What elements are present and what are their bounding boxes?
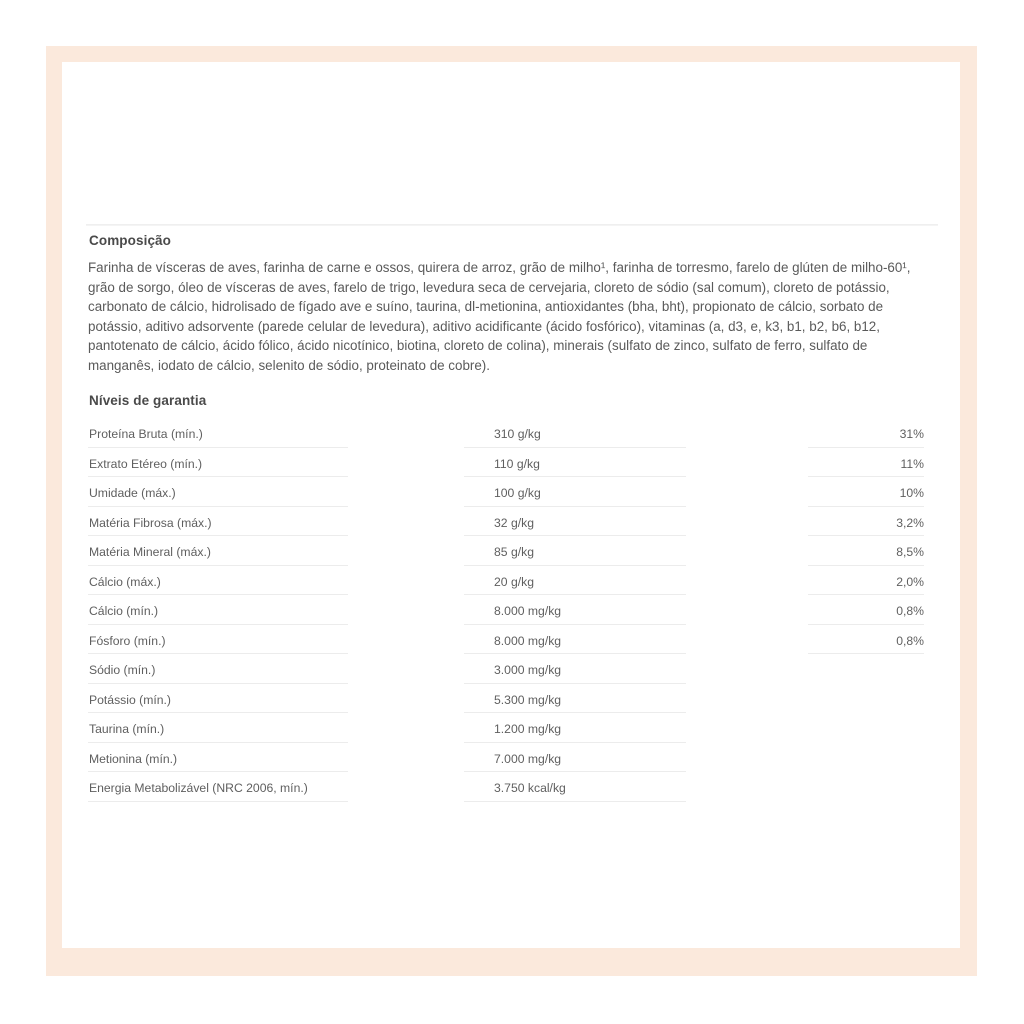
nutrient-name: Energia Metabolizável (NRC 2006, mín.) [89, 781, 308, 795]
table-row [88, 536, 924, 566]
section-divider [86, 224, 938, 226]
nutrient-value: 3.750 kcal/kg [494, 781, 566, 795]
nutrient-value: 85 g/kg [494, 545, 534, 559]
composition-text: Farinha de vísceras de aves, farinha de carne e ossos, quirera de arroz, grão de milho¹, farinha de torresmo, farelo de glúten de milho-60¹, grão de sorgo, óleo de vísceras de aves, farelo de trigo, levedura seca de cervejaria, cloreto de sódio (sal comum), cloreto de potássio, carbonato de cálcio, hidrolisado de fígado ave e suíno, taurina, dl-metionina, antioxidantes (bha, bht), propionato de cálcio, sorbato de potássio, aditivo adsorvente (parede celular de levedura), aditivo acidificante (ácido fosfórico), vitaminas (a, d3, e, k3, b1, b2, b6, b12, pantotenato de cálcio, ácido fólico, ácido nicotínico, biotina, cloreto de colina), minerais (sulfato de zinco, sulfato de ferro, sulfato de manganês, iodato de cálcio, selenito de sódio, proteinato de cobre). [88, 260, 911, 373]
nutrient-value: 310 g/kg [494, 427, 541, 441]
nutrient-name: Matéria Fibrosa (máx.) [89, 515, 212, 530]
guarantee-levels-title: Níveis de garantia [89, 393, 207, 408]
table-row [88, 743, 924, 773]
nutrient-name: Metionina (mín.) [89, 751, 178, 766]
nutrient-name: Fósforo (mín.) [89, 633, 166, 648]
nutrient-percent: 2,0% [896, 574, 924, 589]
table-row [88, 448, 924, 478]
row-divider [88, 801, 348, 802]
nutrient-percent: 0,8% [896, 604, 924, 618]
nutrient-name: Cálcio (mín.) [89, 604, 159, 618]
table-row [88, 684, 924, 714]
nutrient-percent: 10% [899, 486, 924, 500]
nutrient-value: 1.200 mg/kg [494, 722, 562, 736]
nutrient-value: 7.000 mg/kg [494, 751, 562, 766]
row-divider [464, 801, 686, 802]
nutrient-name: Sódio (mín.) [89, 663, 156, 677]
table-row [88, 625, 924, 655]
nutrient-name: Extrato Etéreo (mín.) [89, 456, 203, 471]
nutrient-percent: 8,5% [896, 545, 924, 559]
guarantee-levels-table [88, 418, 924, 802]
nutrient-name: Taurina (mín.) [89, 722, 165, 736]
table-row [88, 772, 924, 802]
nutrient-value: 8.000 mg/kg [494, 604, 562, 618]
nutrient-name: Cálcio (máx.) [89, 574, 161, 589]
nutrient-name: Matéria Mineral (máx.) [89, 545, 211, 559]
composition-title: Composição [89, 233, 172, 248]
nutrient-percent: 31% [899, 427, 924, 441]
table-row [88, 654, 924, 684]
table-row [88, 477, 924, 507]
nutrient-name: Potássio (mín.) [89, 692, 171, 707]
table-row [88, 507, 924, 537]
nutrient-percent: 3,2% [896, 515, 924, 530]
table-row [88, 713, 924, 743]
table-row [88, 566, 924, 596]
table-row [88, 595, 924, 625]
nutrient-value: 5.300 mg/kg [494, 692, 562, 707]
nutrient-value: 100 g/kg [494, 486, 541, 500]
table-row [88, 418, 924, 448]
nutrient-value: 3.000 mg/kg [494, 663, 562, 677]
nutrient-value: 8.000 mg/kg [494, 633, 562, 648]
nutrient-value: 20 g/kg [494, 574, 534, 589]
nutrient-value: 32 g/kg [494, 515, 534, 530]
nutrient-percent: 11% [900, 456, 924, 471]
nutrient-name: Umidade (máx.) [89, 486, 176, 500]
nutrient-value: 110 g/kg [494, 456, 540, 471]
nutrient-name: Proteína Bruta (mín.) [89, 427, 203, 441]
nutrient-percent: 0,8% [896, 633, 924, 648]
